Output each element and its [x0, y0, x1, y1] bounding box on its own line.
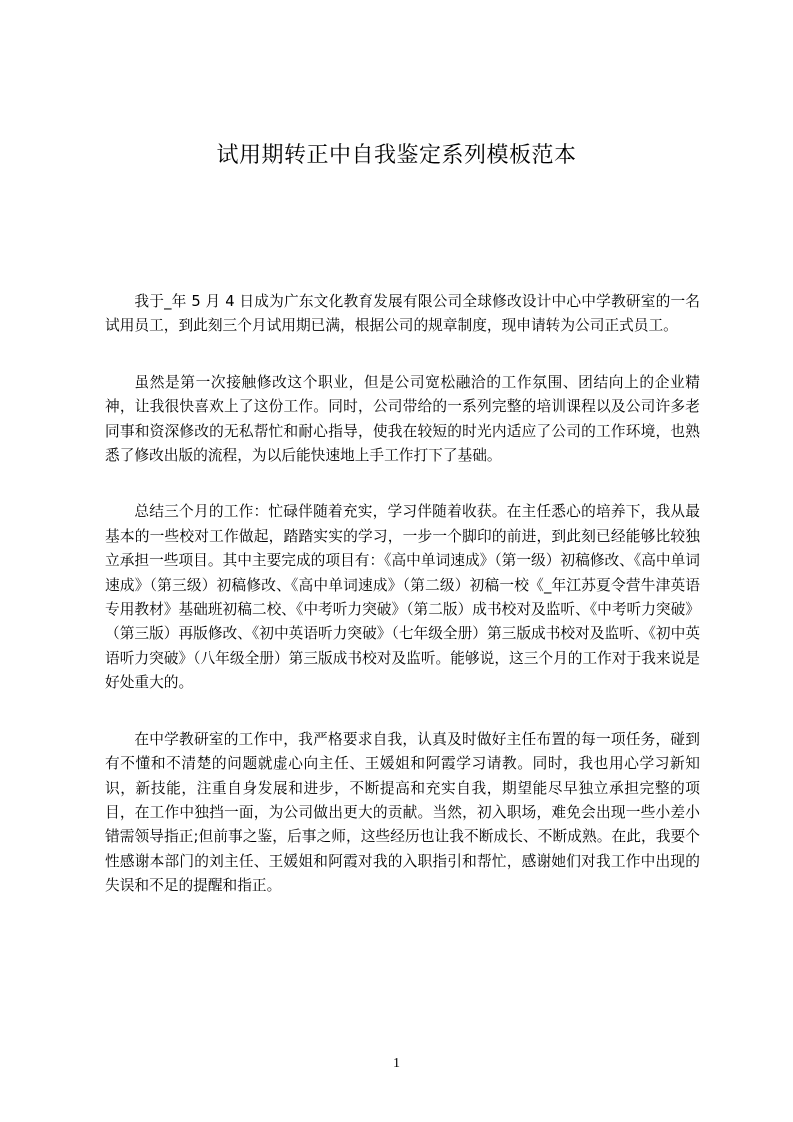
paragraph-4: 在中学教研室的工作中，我严格要求自我，认真及时做好主任布置的每一项任务，碰到有不懂和不清楚的问题就虚心向主任、王媛姐和阿霞学习请教。同时，我也用心学习新知识，新技能，注重自身发展和进步，不断提高和充实自我，期望能尽早独立承担完整的项目，在工作中独挡一面，为公司做出更大的贡献。当然，初入职场，难免会出现一些小差小错需领导指正;但前事之鉴，后事之师，这些经历也让我不断成长、不断成熟。在此，我要个性感谢本部门的刘主任、王媛姐和阿霞对我的入职指引和帮忙，感谢她们对我工作中出现的失误和不足的提醒和指正。	[105, 730, 700, 895]
document-body	[105, 290, 700, 931]
paragraph-2: 虽然是第一次接触修改这个职业，但是公司宽松融洽的工作氛围、团结向上的企业精神，让我很快喜欢上了这份工作。同时，公司带给的一系列完整的培训课程以及公司许多老同事和资深修改的无私帮忙和耐心指导，使我在较短的时光内适应了公司的工作环境，也熟悉了修改出版的流程，为以后能快速地上手工作打下了基础。	[105, 373, 700, 465]
paragraph-3: 总结三个月的工作：忙碌伴随着充实，学习伴随着收获。在主任悉心的培养下，我从最基本的一些校对工作做起，踏踏实实的学习，一步一个脚印的前进，到此刻已经能够比较独立承担一些项目。其中主要完成的项目有：《高中单词速成》（第一级）初稿修改、《高中单词速成》（第三级）初稿修改、《高中单词速成》（第二级）初稿一校《_年江苏夏令营牛津英语专用教材》基础班初稿二校、《中考听力突破》（第二版）成书校对及监听、《中考听力突破》（第三版）再版修改、《初中英语听力突破》（七年级全册）第三版成书校对及监听、《初中英语听力突破》（八年级全册）第三版成书校对及监听。能够说，这三个月的工作对于我来说是好处重大的。	[105, 503, 700, 692]
document-title: 试用期转正中自我鉴定系列模板范本	[216, 143, 577, 168]
paragraph-1: 我于_年 5 月 4 日成为广东文化教育发展有限公司全球修改设计中心中学教研室的一名试用员工，到此刻三个月试用期已满，根据公司的规章制度，现申请转为公司正式员工。	[105, 293, 700, 335]
page-number: 1	[393, 1056, 400, 1071]
